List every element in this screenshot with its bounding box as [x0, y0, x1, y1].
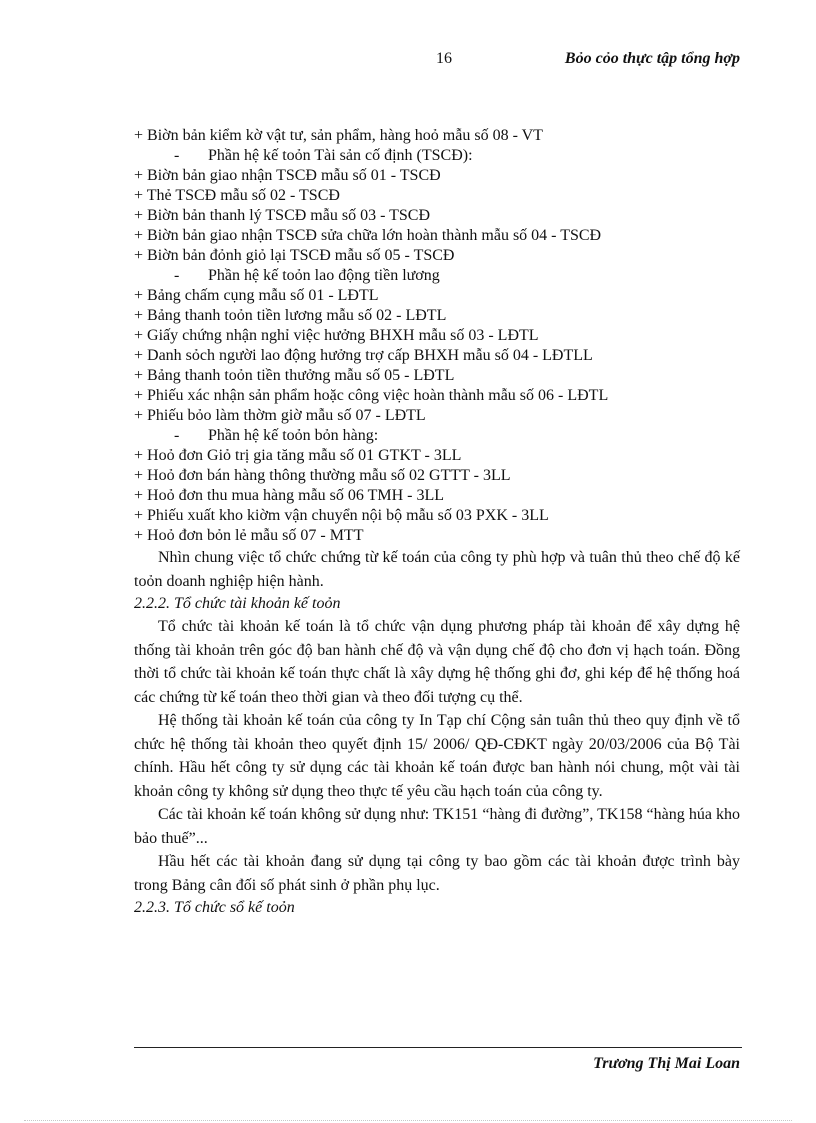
footer-author: Trương Thị Mai Loan: [593, 1055, 740, 1072]
page-edge-divider: [24, 1120, 792, 1121]
header-title: Bỏo cỏo thực tập tổng hợp: [564, 50, 740, 67]
list-item: + Phiếu xác nhận sản phẩm hoặc công việc hoàn thành mẫu số 06 - LĐTL: [134, 387, 609, 404]
section-label-text: Phần hệ kế toỏn bỏn hàng:: [208, 427, 379, 444]
paragraph-summary: Nhìn chung việc tổ chức chứng từ kế toán của công ty phù hợp và tuân thủ theo chế độ kế toỏn doanh nghiệp hiện hành.: [134, 549, 740, 590]
list-item: + Bảng thanh toỏn tiền thưởng mẫu số 05 - LĐTL: [134, 367, 455, 384]
list-item: + Hoỏ đơn bán hàng thông thường mẫu số 02 GTTT - 3LL: [134, 467, 511, 484]
list-item: + Hoỏ đơn bỏn lẻ mẫu số 07 - MTT: [134, 527, 364, 544]
paragraph-used-accounts: Hầu hết các tài khoản đang sử dụng tại công ty bao gồm các tài khoản được trình bày trong Bảng cân đối số phát sinh ở phần phụ lục.: [134, 853, 740, 894]
dash-bullet: -: [174, 427, 180, 444]
list-item: + Bảng chấm cụng mẫu số 01 - LĐTL: [134, 287, 379, 304]
paragraph-unused-accounts: Các tài khoản kế toán không sử dụng như: TK151 “hàng đi đường”, TK158 “hàng húa kho bảo thuế”...: [134, 806, 740, 847]
list-item: + Phiếu xuất kho kiờm vận chuyển nội bộ mẫu số 03 PXK - 3LL: [134, 507, 549, 524]
dash-bullet: -: [174, 267, 180, 284]
list-item: + Biờn bản thanh lý TSCĐ mẫu số 03 - TSCĐ: [134, 207, 431, 224]
paragraph-account-system: Hệ thống tài khoản kế toán của công ty In Tạp chí Cộng sản tuân thủ theo quy định về tổ chức hệ thống tài khoản theo quyết định 15/ 2006/ QĐ-CĐKT ngày 20/03/2006 của Bộ Tài chính. Hầu hết công ty sử dụng các tài khoản kế toán được ban hành nói chung, một vài tài khoản công ty không sử dụng theo thực tế yêu cầu hạch toán của công ty.: [134, 712, 740, 800]
list-item: + Biờn bản giao nhận TSCĐ sửa chữa lớn hoàn thành mẫu số 04 - TSCĐ: [134, 227, 602, 244]
list-item: + Biờn bản giao nhận TSCĐ mẫu số 01 - TSCĐ: [134, 167, 441, 184]
document-body: [134, 126, 740, 919]
list-item: + Phiếu bỏo làm thờm giờ mẫu số 07 - LĐTL: [134, 407, 426, 424]
list-item: + Bảng thanh toỏn tiền lương mẫu số 02 - LĐTL: [134, 307, 447, 324]
page-number: 16: [436, 50, 452, 67]
section-heading-2-2-2: 2.2.2. Tổ chức tài khoản kế toỏn: [134, 595, 341, 612]
list-item: + Hoỏ đơn thu mua hàng mẫu số 06 TMH - 3LL: [134, 487, 445, 504]
section-label-payroll: [134, 266, 740, 286]
page-header: [134, 50, 740, 72]
list-item: + Danh sỏch người lao động hưởng trợ cấp BHXH mẫu số 04 - LĐTLL: [134, 347, 593, 364]
footer-divider: [134, 1047, 742, 1048]
list-item: + Hoỏ đơn Giỏ trị gia tăng mẫu số 01 GTKT - 3LL: [134, 447, 462, 464]
list-item: + Giấy chứng nhận nghỉ việc hưởng BHXH mẫu số 03 - LĐTL: [134, 327, 539, 344]
section-heading-2-2-3: 2.2.3. Tổ chức sổ kế toỏn: [134, 899, 295, 916]
section-label-sales: [134, 426, 740, 446]
list-item: + Biờn bản kiểm kờ vật tư, sản phẩm, hàng hoỏ mẫu số 08 - VT: [134, 127, 543, 144]
list-item: + Thẻ TSCĐ mẫu số 02 - TSCĐ: [134, 187, 340, 204]
section-label-fixed-assets: [134, 146, 740, 166]
list-item: + Biờn bản đỏnh giỏ lại TSCĐ mẫu số 05 - TSCĐ: [134, 247, 455, 264]
dash-bullet: -: [174, 147, 180, 164]
section-label-text: Phần hệ kế toỏn Tài sản cố định (TSCĐ):: [208, 147, 473, 164]
paragraph-account-organization: Tổ chức tài khoản kế toán là tổ chức vận dụng phương pháp tài khoản để xây dựng hệ thống tài khoản trên góc độ ban hành chế độ và vận dụng chế độ cho đơn vị hạch toán. Đồng thời tổ chức tài khoản kế toán thực chất là xây dựng hệ thống ghi đơ, ghi kép để hệ thống hoá các chứng từ kế toán theo thời gian và theo đối tượng cụ thể.: [134, 618, 740, 706]
section-label-text: Phần hệ kế toỏn lao động tiền lương: [208, 267, 440, 284]
